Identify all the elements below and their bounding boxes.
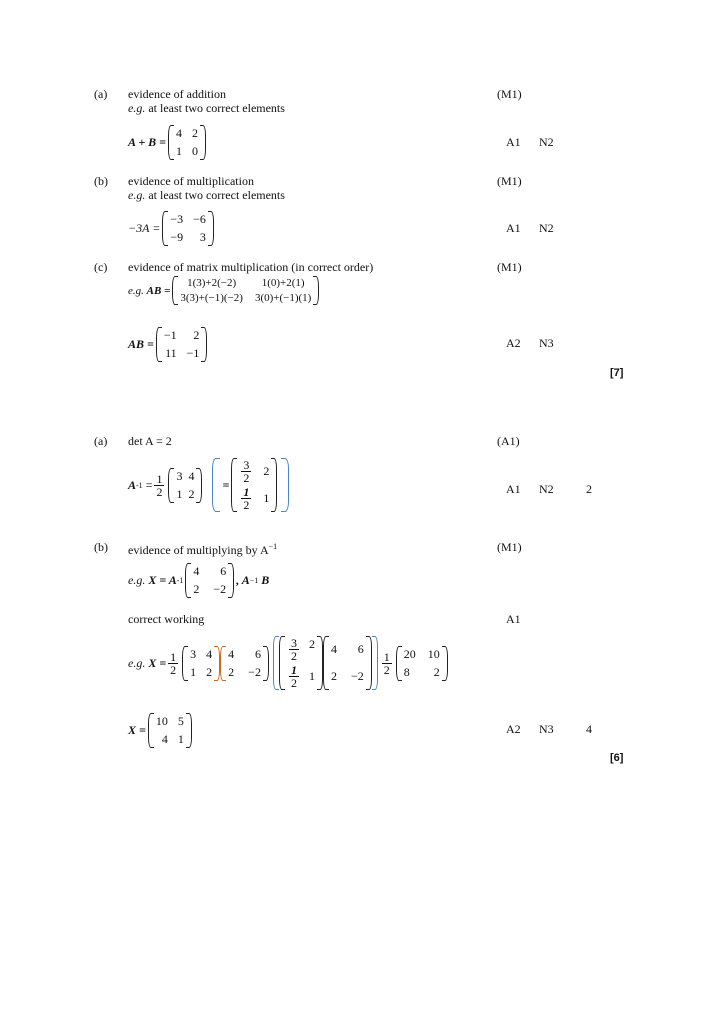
q2a-answer-mark: (A1)	[497, 434, 520, 448]
q2b-result-lhs: X =	[128, 723, 146, 737]
q2a-inverse: A -1 = $\frac{1}{2}$ 3 4 1 2 = $\frac{3}{2}$ 2 $\frac{1}{2}$ 1	[128, 458, 291, 512]
q2b-mark-3: 4	[586, 722, 592, 736]
q2b-x-expression: e.g. X = A -1 4 6 2 −2 , A −1 B	[128, 564, 270, 596]
matrix-cell: 5	[177, 714, 184, 728]
q2b-working	[128, 636, 450, 690]
q2a-eq-sign: =	[222, 477, 230, 492]
matrix-cell: −3	[170, 212, 184, 226]
q1b-example	[128, 188, 285, 202]
matrix-cell: 4	[193, 564, 200, 578]
matrix-cell: 3(3)+(−1)(−2)	[180, 292, 243, 304]
q1c-lhs: AB =	[146, 284, 171, 297]
q2b-result-matrix	[148, 713, 192, 748]
q2a-label: (a)	[94, 434, 108, 448]
q1b-lhs: −3A =	[128, 221, 161, 235]
matrix-cell: 3(0)+(−1)(1)	[254, 292, 312, 304]
q1b-matrix	[162, 211, 214, 246]
q1a-matrix	[168, 125, 206, 160]
matrix-cell: 6	[220, 564, 227, 578]
q2-total-marks: [6]	[610, 752, 624, 764]
matrix-cell: −2	[213, 582, 227, 596]
q2b-working-mark: A1	[506, 612, 521, 626]
q2b-x-matrix	[185, 563, 234, 598]
q2b-x-lhs: X = A	[148, 573, 177, 587]
q1a-equation	[128, 125, 208, 160]
matrix-cell: 1	[177, 732, 184, 746]
q2b-method-mark: (M1)	[497, 540, 522, 554]
q1b-example-text: at least two correct elements	[148, 188, 285, 202]
q1c-result-matrix	[156, 327, 208, 362]
matrix-cell: 4	[161, 732, 168, 746]
matrix-cell: 2	[193, 582, 200, 596]
q1b-mark-2: N2	[539, 221, 554, 235]
matrix-cell: −1	[163, 328, 177, 342]
q2b-result	[128, 713, 194, 748]
q1b-label: (b)	[94, 174, 108, 188]
matrix-cell: 0	[192, 144, 199, 158]
matrix-cell: 1(0)+2(1)	[261, 277, 305, 289]
matrix-cell: $\frac{3}{2}$	[243, 458, 250, 485]
matrix-cell: 2	[263, 464, 270, 478]
q1c-mark-1: A2	[506, 336, 521, 350]
q2b-label: (b)	[94, 540, 108, 554]
q2a-inv-sup: -1	[136, 480, 143, 490]
q1a-title: evidence of addition	[128, 87, 226, 101]
matrix-cell: 3	[176, 468, 183, 483]
q2a-mark-1: A1	[506, 482, 521, 496]
matrix-cell: 2	[193, 328, 200, 342]
q1-total-marks: [7]	[610, 367, 624, 379]
q2a-det: det A = 2	[128, 434, 172, 448]
matrix-cell: $\frac{1}{2}$	[243, 485, 250, 512]
matrix-cell: 11	[165, 346, 177, 360]
matrix-cell: 2	[188, 486, 195, 501]
q2a-mark-3: 2	[586, 482, 592, 496]
q1a-method-mark: (M1)	[497, 87, 522, 101]
matrix-cell: −1	[186, 346, 200, 360]
q2b-x-alt: , A	[236, 573, 250, 587]
q1c-working	[128, 276, 321, 305]
q1a-mark-2: N2	[539, 135, 554, 149]
matrix-cell: 4	[188, 468, 195, 483]
matrix-cell: 3	[199, 230, 206, 244]
matrix-cell: 1	[176, 486, 183, 501]
q2b-w-lhs: X =	[148, 655, 167, 670]
q1a-example	[128, 101, 285, 115]
q1c-mark-2: N3	[539, 336, 554, 350]
q2b-w-half: $\frac{1}{2}$	[170, 649, 177, 677]
q2b-w-matrix-4: 20 10 8 2	[396, 646, 448, 681]
q1c-method-mark: (M1)	[497, 260, 522, 274]
q2b-w-alt: $\frac{3}{2}$ 2 $\frac{1}{2}$ 1 4 6 2 −2	[273, 636, 378, 690]
q1b-equation	[128, 211, 216, 246]
matrix-cell: 1	[263, 491, 270, 505]
matrix-cell: 10	[155, 714, 168, 728]
q2a-alt-matrix	[231, 458, 277, 512]
q1b-mark-1: A1	[506, 221, 521, 235]
q2b-title: evidence of multiplying by $A^{-1}$	[128, 542, 278, 557]
matrix-cell: −6	[193, 212, 206, 226]
q2a-alt-form	[212, 458, 289, 512]
q1a-lhs: A + B =	[128, 135, 167, 149]
matrix-cell: 1	[176, 144, 183, 158]
q1c-result	[128, 327, 209, 362]
q2b-w-matrix-1: 3 4 1 2	[182, 646, 220, 681]
eg-label: e.g.	[128, 101, 146, 115]
matrix-cell: 4	[176, 126, 183, 140]
q2a-inv-matrix	[168, 468, 202, 503]
q1b-method-mark: (M1)	[497, 174, 522, 188]
matrix-cell: −9	[170, 230, 184, 244]
eg-label: e.g.	[128, 284, 144, 297]
q2a-mark-2: N2	[539, 482, 554, 496]
q2a-inv-lhs: A	[128, 477, 137, 492]
q1b-title: evidence of multiplication	[128, 174, 254, 188]
matrix-cell: 1(3)+2(−2)	[187, 277, 237, 289]
q2b-w-half-2: $\frac{1}{2}$	[383, 649, 390, 677]
eg-label: e.g.	[128, 573, 146, 587]
q1c-result-lhs: AB =	[128, 337, 154, 351]
q2b-w-matrix-2: 4 6 2 −2	[220, 646, 269, 681]
q1c-title: evidence of matrix multiplication (in correct order)	[128, 260, 374, 274]
q1a-example-text: at least two correct elements	[148, 101, 285, 115]
eg-label: e.g.	[128, 188, 146, 202]
matrix-cell: 2	[192, 126, 199, 140]
q1a-mark-1: A1	[506, 135, 521, 149]
q2a-half: $\frac{1}{2}$	[156, 471, 163, 499]
q1c-working-matrix	[172, 276, 319, 305]
q1c-label: (c)	[94, 260, 108, 274]
q2b-mark-2: N3	[539, 722, 554, 736]
q1a-label: (a)	[94, 87, 108, 101]
eg-label: e.g.	[128, 655, 146, 670]
q2b-working-label: correct working	[128, 612, 205, 626]
q2b-mark-1: A2	[506, 722, 521, 736]
